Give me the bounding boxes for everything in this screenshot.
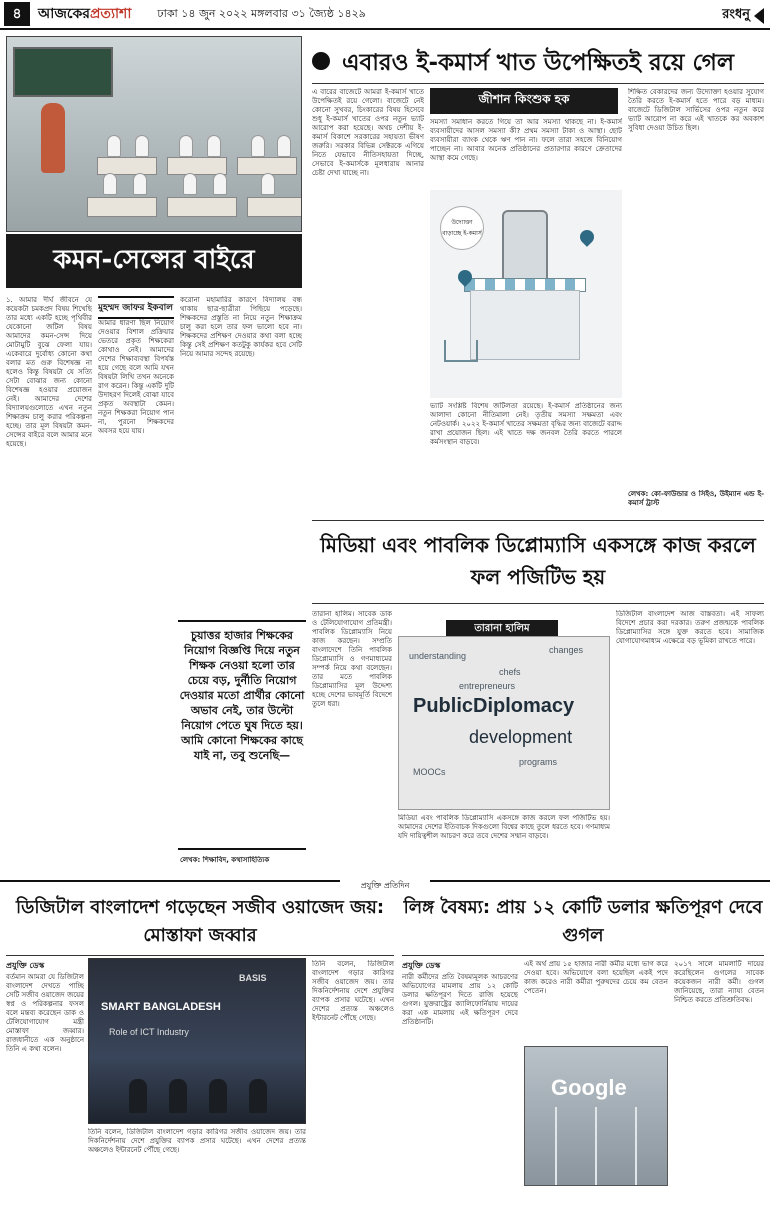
bottom-left-col2-text: তিনি বলেন, ডিজিটাল বাংলাদেশ গড়ার কারিগর সজীব ওয়াজেদ জয়। তার দিকনির্দেশনায় দেশে প্রযুক্তির ব্যাপক প্রসার ঘটেছে। এখন দেশের প্রত্যন্ত অঞ্চলেও ইন্টারনেট পৌঁছে গেছে।	[88, 1128, 306, 1154]
image-word: entrepreneurs	[459, 681, 516, 691]
main-col4-text: শিক্ষিত বেকারদের জন্য উদ্যোক্তা হওয়ার সুযোগ তৈরি করতে ই-কমার্স হতে পারে বড় মাধ্যম। বাজেটে ডিজিটাল সার্ভিসের ওপর নতুন করে ভ্যাট আরোপ না করে এই খাতকে কর অবকাশ সুবিধা দেওয়া উচিত ছিল।	[628, 88, 764, 132]
blackboard	[13, 47, 113, 97]
main-col1-text: এ বারের বাজেটে আমরা ই-কমার্স খাতে উপেক্ষিতই রয়ে গেলো। বাজেটে নেই কোনো সুখবর, চিংকারের বিষয় হিসেবে শুধু ই-কমার্স খাতের ওপর নতুন ভ্যাট আরোপ করা হয়েছে। অথচ দেশীয় ই-কমার্স বিকাশে সরকারের সহায়তা ভীষণ জরুরি। সরকার বিভিন্ন সেক্টরকে এগিয়ে নিতে যেভাবে নীতিসহায়তা দিচ্ছে, সেভাবে ই-কমার্সকে মূলধারায় আনার চেষ্টা দেখা যাচ্ছে না।	[312, 88, 424, 177]
bottom-left-headline: ডিজিটাল বাংলাদেশ গড়েছেন সজীব ওয়াজেদ জয়: মোস্তাফা জব্বার	[6, 894, 394, 956]
student-figure	[107, 135, 121, 157]
location-pin-icon	[577, 227, 597, 247]
left-author-note: লেখক: শিক্ষাবিদ, কথাসাহিত্যিক	[180, 856, 270, 864]
bottom-right-col3-text: ২০১৭ সালে মামলাটি দায়ের করেছিলেন গুগলের সাবেক কয়েকজন নারী কর্মী। গুগল জানিয়েছে, তারা ন্যায্য বেতন নিশ্চিত করতে প্রতিশ্রুতিবদ্ধ।	[674, 960, 764, 1004]
glass-frame	[595, 1107, 597, 1186]
glass-frame	[555, 1107, 557, 1186]
student-figure	[183, 173, 197, 195]
smart-bangladesh-photo	[88, 958, 306, 1124]
student-figure	[207, 135, 221, 157]
diplomacy-col1-text: তারানা হালিম। সাবেক ডাক ও টেলিযোগাযোগ প্রতিমন্ত্রী। পাবলিক ডিপ্লোম্যাসি নিয়ে কাজ করছেন। সম্প্রতি বাংলাদেশে তিনি পাবলিক ডিপ্লোম্যাসি ও গণমাধ্যমের সম্পর্ক নিয়ে কথা বলেছেন। তার মতে পাবলিক ডিপ্লোম্যাসির মূল উদ্দেশ্য হচ্ছে দেশের ভাবমূর্তি বিদেশে তুলে ধরা।	[312, 610, 392, 708]
panelist-figure	[209, 1079, 227, 1113]
left-col2-text: আমার ধারণা ছিল নিয়োগ দেওয়ার বিশাল প্রক্রিয়ার ভেতরে প্রকৃত শিক্ষকেরা কোথাও নেই। আমাদের দেশের শিক্ষাব্যবস্থা বিপর্যস্ত হয়ে গেছে বলে আমি যখন বিষয়টা লিখি তখন অনেকে রাগ করেন। কিন্তু একটি দুটি উদাহরণ দিলেই বোঝা যাবে প্রকৃত অবস্থাটা কেমন। নতুন শিক্ষকরা নিয়োগ পান না, পুরনো শিক্ষকদের অবসর হয়ে যায়।	[98, 319, 174, 435]
student-figure	[261, 173, 275, 195]
student-figure	[133, 173, 147, 195]
main-story-col2	[430, 118, 622, 186]
public-diplomacy-image	[398, 636, 610, 810]
illustration-badge: উদ্যোক্তা বাড়াচ্ছে ই-কমার্স	[440, 206, 484, 250]
bottom-right-col3	[674, 960, 764, 1204]
image-word: chefs	[499, 667, 521, 677]
image-word: changes	[549, 645, 584, 655]
student-figure	[277, 135, 291, 157]
page-header	[0, 0, 770, 30]
page-number: ৪	[4, 2, 30, 26]
glass-frame	[635, 1107, 637, 1186]
section-label: রংধনু	[722, 7, 750, 22]
panelist-figure	[169, 1079, 187, 1113]
desk	[87, 197, 157, 217]
main-col3-text: ভ্যাট সংশ্লিষ্ট বিশেষ জটিলতা রয়েছে। ই-কমার্স প্রতিষ্ঠানের জন্য আলাদা কোনো নীতিমালা নেই। তৃতীয় সমস্যা সক্ষমতা এবং নেটওয়ার্ক। ২০২২ ই-কমার্স খাতের সক্ষমতা বৃদ্ধির জন্য বাজেটে বরাদ্দ রাখা প্রয়োজন ছিল। এই খাতে দক্ষ জনবল তৈরি করতে পারলে কর্মসংস্থান বাড়বে।	[430, 402, 622, 446]
classroom-photo	[6, 36, 302, 232]
bottom-left-col1	[6, 960, 84, 1204]
bottom-left-col1-text: বর্তমান আমরা যে ডিজিটাল বাংলাদেশ দেখতে পাচ্ছি সেটি সজীব ওয়াজেদ জয়ের স্বপ্ন ও পরিকল্পনার ফসল বলে মন্তব্য করেছেন ডাক ও টেলিযোগাযোগ মন্ত্রী মোস্তাফা জব্বার। রাজধানীতে এক অনুষ্ঠানে তিনি এ কথা বলেন।	[6, 973, 84, 1053]
desk	[97, 157, 157, 175]
left-headline: কমন-সেন্সের বাইরে	[6, 234, 302, 288]
cart-icon	[444, 340, 478, 362]
image-word-development: development	[469, 727, 573, 747]
masthead-brand: প্রত্যাশা	[89, 6, 132, 22]
photo-logo: BASIS	[239, 973, 267, 983]
google-sign: Google	[551, 1075, 627, 1100]
left-story-col1	[6, 296, 92, 874]
bottom-right-desk: প্রযুক্তি ডেস্ক	[402, 961, 441, 970]
student-figure	[103, 173, 117, 195]
student-figure	[213, 173, 227, 195]
masthead-prefix: আজকের	[38, 6, 90, 22]
desk	[167, 197, 237, 217]
main-col2-text: সমস্যা সমাধান করতে গিয়ে তা আর সমস্যা থাকছে না। ই-কমার্স ব্যবসায়ীদের আসল সমস্যা কী? প্রথম সমস্যা টাকা ও আস্থা। ছোট ব্যবসায়ীরা ব্যাংক থেকে ঋণ পান না। ফলে তারা সহজে বিনিয়োগ পাচ্ছেন না। আবার অনেক প্রতিষ্ঠানের প্রতারণার কারণে ক্রেতাদের আস্থা কমে গেছে।	[430, 118, 622, 162]
left-story-col2	[98, 296, 174, 874]
diplomacy-col2	[398, 814, 610, 874]
bottom-right-headline: লিঙ্গ বৈষম্য: প্রায় ১২ কোটি ডলার ক্ষতিপূরণ দেবে গুগল	[402, 894, 764, 956]
left-col1-text: ১. আমার দীর্ঘ জীবনে যে কয়েকটা চমকপ্রদ বিষয় শিখেছি তার মধ্যে একটি হচ্ছে পৃথিবীর যেকোনো জটিল বিষয় আমাদের কমন-সেন্স দিয়ে মোটামুটি বুঝে ফেলা যায়। একেবারে দুর্বোধ্য কোনো কথা বলার মত গুরু বিশেষজ্ঞ না হলেও কিন্তু বিষয়টা যে সত্যি সেটা বোঝার জন্য কোনো বিশেষজ্ঞ হওয়ার প্রয়োজন নেই। আমাদের দেশের বিদ্যালয়গুলোতে এখন নতুন শিক্ষাক্রম চালু করার পরিকল্পনা হচ্ছে। তার মূল বিষয়টা কমন-সেন্সের বাইরে বলে আমার মনে হয়েছে।	[6, 296, 92, 448]
section-name	[722, 5, 764, 26]
diplomacy-col2-text: মিডিয়া এবং পাবলিক ডিপ্লোম্যাসি একসঙ্গে কাজ করলে ফল পজিটিভ হয়। আমাদের দেশের ইতিবাচক দিকগুলো বিশ্বের কাছে তুলে ধরতে হবে। গণমাধ্যম যদি দায়িত্বশীল আচরণ করে তবে দেশের সম্মান বাড়বে।	[398, 814, 610, 840]
bottom-right-col2-text: এই অর্থ প্রায় ১৫ হাজার নারী কর্মীর মধ্যে ভাগ করে দেওয়া হবে। অভিযোগে বলা হয়েছিল একই পদে কাজ করেও নারী কর্মীরা পুরুষদের চেয়ে কম বেতন পেতেন।	[524, 960, 668, 995]
bottom-right-col1	[402, 960, 518, 1204]
desk	[247, 197, 302, 217]
image-word: MOOCs	[413, 767, 446, 777]
student-figure	[179, 135, 193, 157]
phone-graphic	[502, 210, 548, 288]
bottom-left-col3	[312, 960, 394, 1204]
bottom-section-tag: প্রযুক্তি প্রতিদিন	[340, 880, 430, 890]
bottom-left-col3-text: তিনি বলেন, ডিজিটাল বাংলাদেশ গড়ার কারিগর সজীব ওয়াজেদ জয়। তার দিকনির্দেশনায় দেশে প্রযুক্তির ব্যাপক প্রসার ঘটেছে। এখন দেশের প্রত্যন্ত অঞ্চলেও ইন্টারনেট পৌঁছে গেছে।	[312, 960, 394, 1022]
diplomacy-headline: মিডিয়া এবং পাবলিক ডিপ্লোম্যাসি একসঙ্গে কাজ করলে ফল পজিটিভ হয়	[312, 520, 764, 604]
diplomacy-col3-text: ডিজিটাল বাংলাদেশ আজ বাস্তবতা। এই সাফল্য বিদেশে প্রচার করা দরকার। তরুণ প্রজন্মকে পাবলিক ডিপ্লোম্যাসির সঙ্গে যুক্ত করতে হবে। সামাজিক যোগাযোগমাধ্যম এক্ষেত্রে বড় ভূমিকা রাখতে পারে।	[616, 610, 764, 645]
google-office-photo	[524, 1046, 668, 1186]
bottom-right-col1-text: নারী কর্মীদের প্রতি বৈষম্যমূলক আচরণের অভিযোগের মামলায় প্রায় ১২ কোটি ডলার ক্ষতিপূরণ দিতে রাজি হয়েছে গুগল। যুক্তরাষ্ট্রের ক্যালিফোর্নিয়ায় দায়ের করা এক মামলায় এই ক্ষতিপূরণ দেবে প্রতিষ্ঠানটি।	[402, 973, 518, 1026]
section-arrow-icon	[754, 8, 764, 24]
photo-banner: SMART BANGLADESH	[101, 1001, 221, 1013]
bottom-left-col2	[88, 1128, 306, 1204]
panelist-figure	[129, 1079, 147, 1113]
student-figure	[251, 135, 265, 157]
ecommerce-illustration	[430, 190, 622, 398]
main-headline: এবারও ই-কমার্স খাত উপেক্ষিতই রয়ে গেল	[312, 44, 764, 84]
main-story-col4	[628, 88, 764, 488]
main-story-col3	[430, 402, 622, 514]
left-byline: মুহম্মদ জাফর ইকবাল	[98, 296, 174, 319]
bottom-right-col2	[524, 960, 668, 1042]
bottom-left-desk: প্রযুক্তি ডেস্ক	[6, 961, 45, 970]
image-word: understanding	[409, 651, 467, 661]
dateline: ঢাকা ১৪ জুন ২০২২ মঙ্গলবার ৩১ জ্যৈষ্ঠ ১৪২৯	[157, 6, 366, 20]
left-story-col3	[180, 296, 302, 614]
main-byline: জীশান কিংশুক হক	[430, 88, 618, 114]
main-author-note: লেখক: কো-ফাউন্ডার ও সিইও, উইম্যান এন্ড ই-কমার্স ট্রাস্ট	[628, 490, 764, 507]
image-word-main: PublicDiplomacy	[413, 695, 575, 717]
main-story-col1	[312, 88, 424, 512]
panelist-figure	[249, 1079, 267, 1113]
left-pull-quote: চুয়াত্তর হাজার শিক্ষকের নিয়োগ বিজ্ঞপ্তি দিয়ে নতুন শিক্ষক নেওয়া হলো তার চেয়ে বড়, দুর্নীতি নিয়োগ দেওয়ার মতো প্রার্থীর কোনো অভাব নেই, তার উল্টো নিয়োগ পেতে ঘুষ দিতে হয়। আমি কোনো শিক্ষকের কাছে যাই না, তবু শুনেছি—	[178, 620, 306, 850]
image-word: programs	[519, 757, 558, 767]
store-graphic	[470, 290, 580, 360]
photo-subtitle: Role of ICT Industry	[109, 1027, 189, 1037]
diplomacy-byline: তারানা হালিম	[446, 620, 558, 638]
teacher-figure	[41, 103, 65, 173]
student-figure	[135, 135, 149, 157]
diplomacy-col1	[312, 610, 392, 874]
masthead	[38, 2, 131, 26]
diplomacy-col3	[616, 610, 764, 874]
left-col3-text: করোনা মহামারির কারণে বিদ্যালয় বন্ধ থাকায় ছাত্র-ছাত্রীরা পিছিয়ে পড়েছে। শিক্ষকদের প্রস্তুতি না নিয়ে নতুন শিক্ষাক্রম চালু করা হলে তার ফল ভালো হবে না। শিক্ষকদের প্রশিক্ষণ দেওয়ার কথা বলা হচ্ছে কিন্তু সেই প্রশিক্ষণ কতটুকু কার্যকর হবে সেটি নিয়ে আমার সন্দেহ রয়েছে।	[180, 296, 302, 358]
